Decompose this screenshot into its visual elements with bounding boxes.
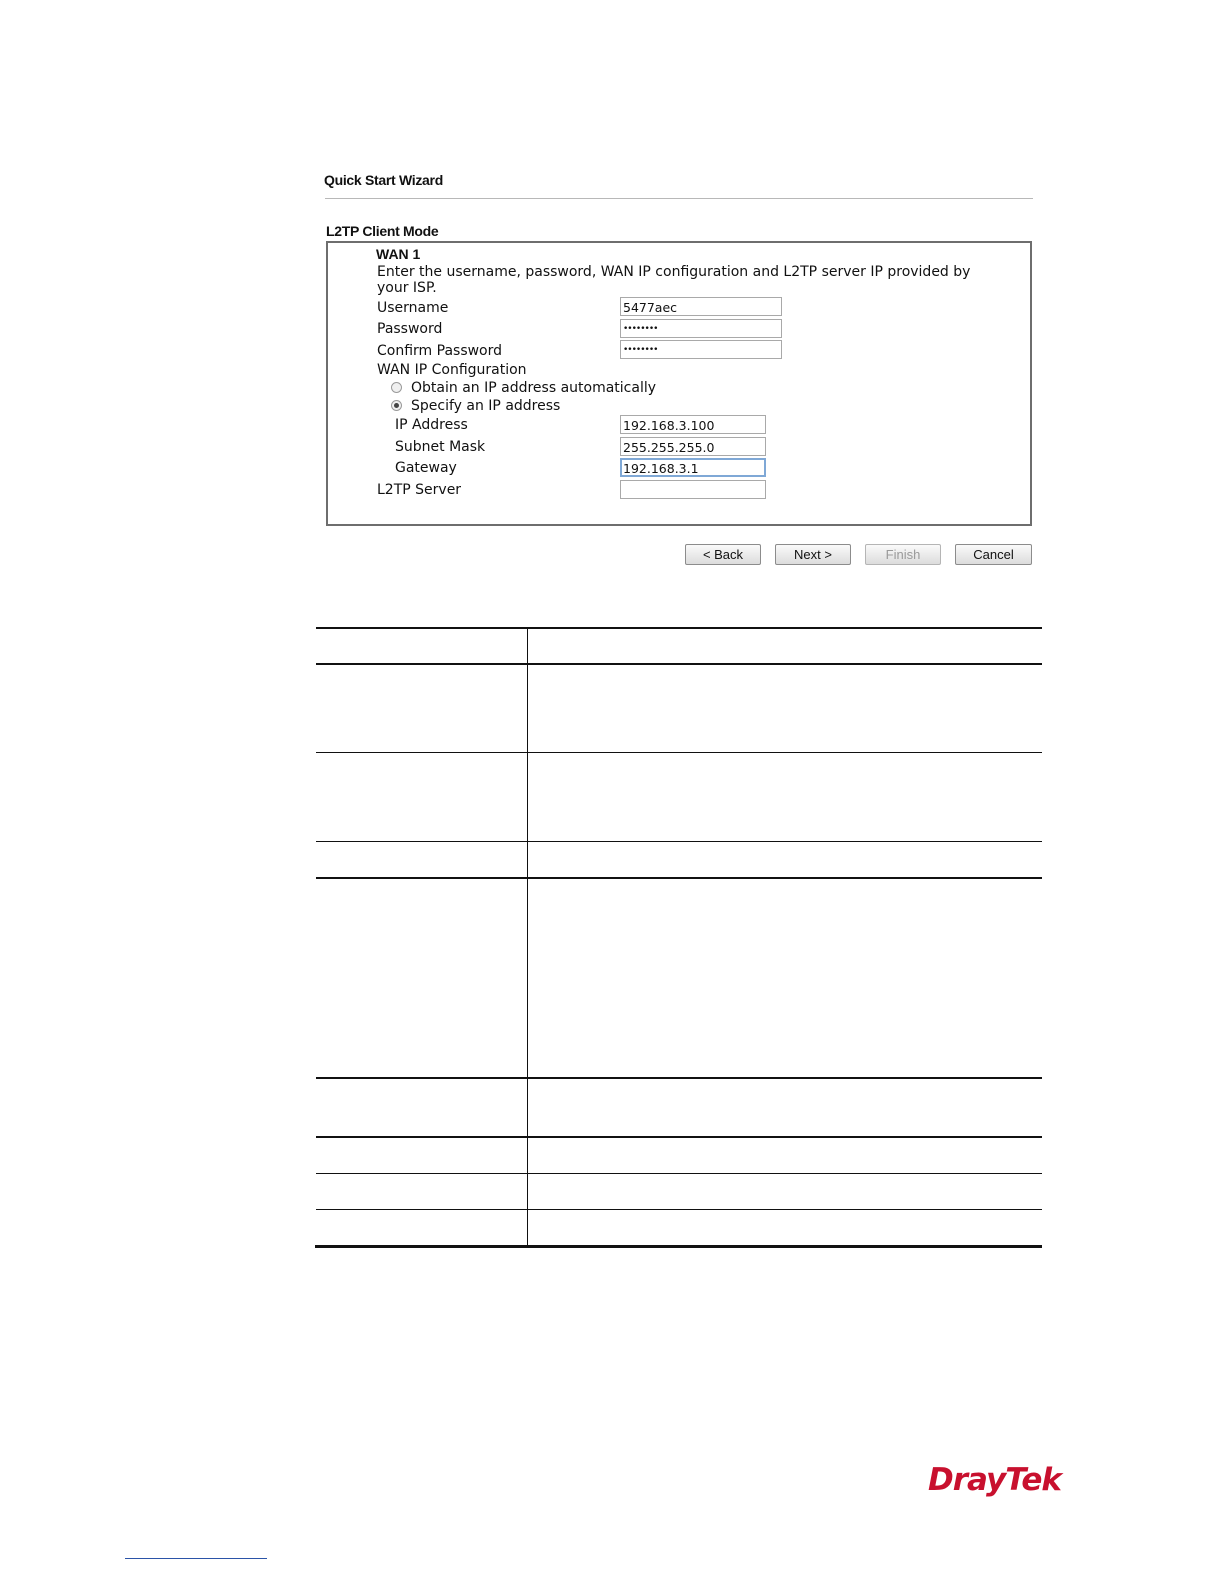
- confirm-password-label: Confirm Password: [377, 343, 503, 359]
- confirm-password-input[interactable]: ••••••••: [620, 340, 782, 359]
- mode-title: L2TP Client Mode: [326, 223, 439, 239]
- intro-text: Enter the username, password, WAN IP configuration and L2TP server IP provided by your ISP.: [377, 264, 971, 296]
- obtain-ip-auto-radio[interactable]: [391, 382, 402, 393]
- password-input[interactable]: ••••••••: [620, 319, 782, 338]
- subnet-mask-label: Subnet Mask: [395, 439, 486, 455]
- specify-ip-radio[interactable]: [391, 400, 402, 411]
- table-rule: [316, 841, 1042, 842]
- wizard-title: Quick Start Wizard: [324, 172, 443, 188]
- obtain-ip-auto-label: Obtain an IP address automatically: [411, 380, 657, 396]
- table-rule: [316, 877, 1042, 879]
- wan-label: WAN 1: [376, 246, 421, 262]
- wan-ip-config-label: WAN IP Configuration: [377, 362, 527, 378]
- finish-button[interactable]: Finish: [865, 544, 941, 565]
- table-rule: [316, 663, 1042, 665]
- table-rule: [316, 1136, 1042, 1138]
- ip-address-input[interactable]: 192.168.3.100: [620, 415, 766, 434]
- draytek-logo: DrayTek: [928, 1462, 1061, 1498]
- next-button[interactable]: Next >: [775, 544, 851, 565]
- subnet-mask-input[interactable]: 255.255.255.0: [620, 437, 766, 456]
- table-rule: [316, 1173, 1042, 1174]
- footer-link-rule: [125, 1558, 267, 1559]
- table-rule: [316, 752, 1042, 753]
- table-column-divider: [527, 627, 528, 1246]
- table-rule: [316, 627, 1042, 629]
- title-divider: [325, 198, 1033, 199]
- password-label: Password: [377, 321, 443, 337]
- username-label: Username: [377, 300, 449, 316]
- l2tp-server-input[interactable]: [620, 480, 766, 499]
- gateway-input[interactable]: 192.168.3.1: [620, 458, 766, 477]
- back-button[interactable]: < Back: [685, 544, 761, 565]
- table-rule: [316, 1209, 1042, 1210]
- ip-address-label: IP Address: [395, 417, 468, 433]
- table-rule: [316, 1077, 1042, 1079]
- cancel-button[interactable]: Cancel: [955, 544, 1032, 565]
- username-input[interactable]: 5477aec: [620, 297, 782, 316]
- gateway-label: Gateway: [395, 460, 457, 476]
- l2tp-server-label: L2TP Server: [377, 482, 462, 498]
- specify-ip-label: Specify an IP address: [411, 398, 561, 414]
- table-rule: [315, 1245, 1042, 1248]
